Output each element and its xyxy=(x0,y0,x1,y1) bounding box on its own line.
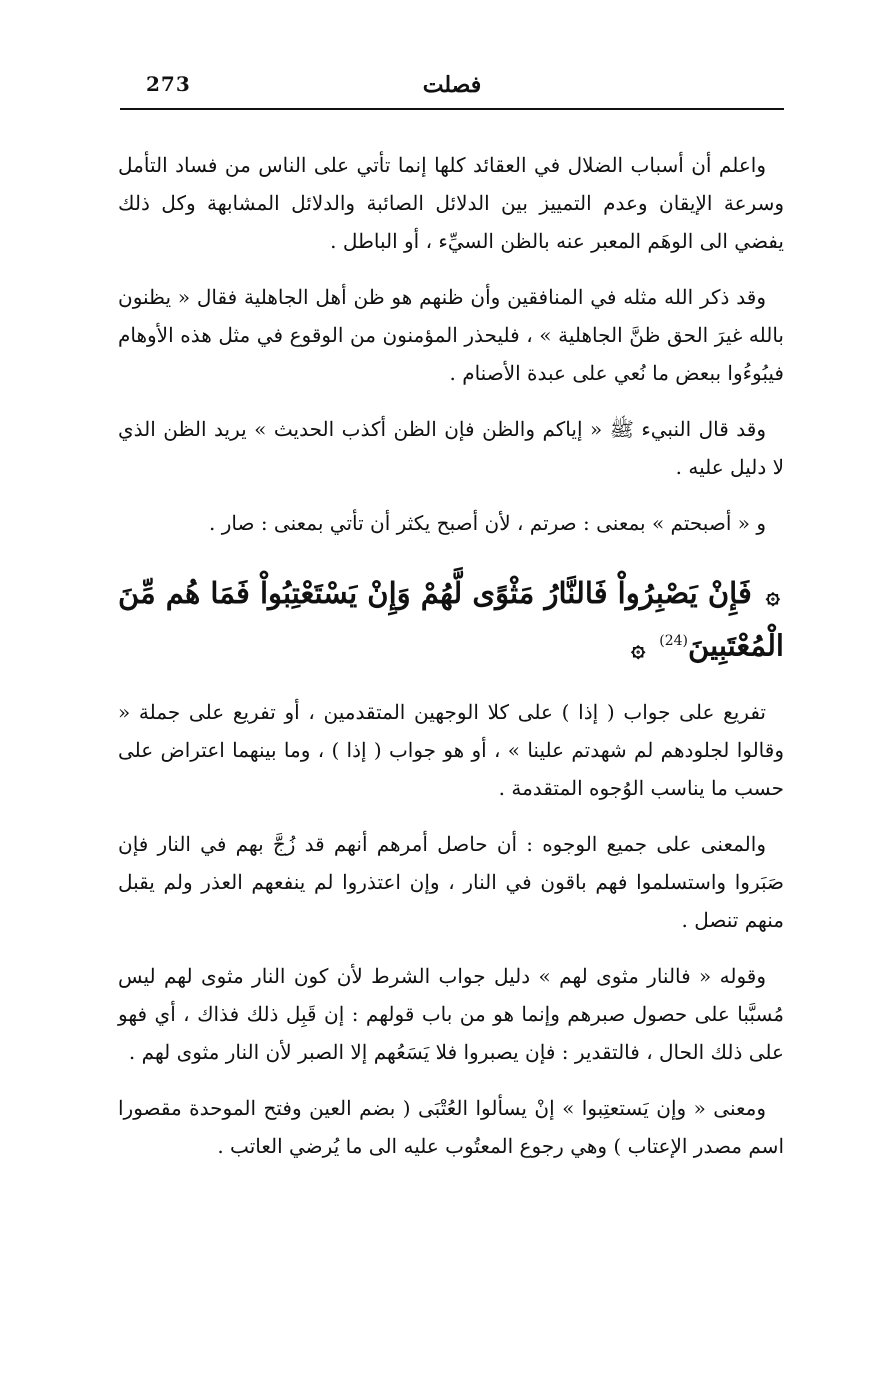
header-rule xyxy=(120,108,784,110)
verse-open-ornament-icon: ۞ xyxy=(765,580,780,609)
paragraph-text: وقوله « فالنار مثوى لهم » دليل جواب الشرط لأن كون النار مثوى لهم ليس مُسبَّبا على حصول صبرهم وإنما هو من باب قولهم : إن قَبِل ذلك فذاك ، أي فهو على ذلك الحال ، فالتقدير : فإن يصبروا فلا يَسَعُهم إلا الصبر لأن النار مثوى لهم . xyxy=(118,963,784,1064)
paragraph xyxy=(118,504,784,542)
paragraph-text: وقد ذكر الله مثله في المنافقين وأن ظنهم هو ظن أهل الجاهلية فقال « يظنون بالله غيرَ الحق ظنَّ الجاهلية » ، فليحذر المؤمنون من الوقوع في مثل هذه الأوهام فيبُوءُوا ببعض ما نُعي على عبدة الأصنام . xyxy=(118,285,784,385)
paragraph xyxy=(118,825,784,939)
paragraph xyxy=(118,957,784,1071)
verse-close-ornament-icon: ۞ xyxy=(631,632,646,662)
paragraph xyxy=(118,693,784,807)
paragraph-text: والمعنى على جميع الوجوه : أن حاصل أمرهم أنهم قد زُجَّ بهم في النار فإن صَبَروا واستسلموا فهم باقون في النار ، وإن اعتذروا لم ينفعهم العذر ولم يقبل منهم تنصل . xyxy=(118,831,784,932)
verse-text: فَإِنْ يَصْبِرُواْ فَالنَّارُ مَثْوًى لَّهُمْ وَإِنْ يَسْتَعْتِبُواْ فَمَا هُم مِّنَ الْمُعْتَبِينَ xyxy=(118,576,784,663)
paragraph-text: وقد قال النبيء ﷺ « إياكم والظن فإن الظن أكذب الحديث » يريد الظن الذي لا دليل عليه . xyxy=(118,417,784,479)
paragraph-text: و « أصبحتم » بمعنى : صرتم ، لأن أصبح يكثر أن تأتي بمعنى : صار . xyxy=(209,511,766,535)
verse-number: (24) xyxy=(659,633,689,649)
page-header xyxy=(120,66,784,106)
running-title: فصلت xyxy=(422,72,482,98)
body-text xyxy=(118,146,784,1183)
paragraph-text: تفريع على جواب ( إذا ) على كلا الوجهين المتقدمين ، أو تفريع على جملة « وقالوا لجلودهم لم شهدتم علينا » ، أو هو جواب ( إذا ) ، وما بينهما اعتراض على حسب ما يناسب الوُجوه المتقدمة . xyxy=(118,699,784,800)
paragraph-text: ومعنى « وإن يَستعتِبوا » إنْ يسألوا العُتْبَى ( بضم العين وفتح الموحدة مقصورا اسم مصدر الإعتاب ) وهي رجوع المعتُوب عليه الى ما يُرضي العاتب . xyxy=(118,1095,784,1158)
paragraph-text: واعلم أن أسباب الضلال في العقائد كلها إنما تأتي على الناس من فساد التأمل وسرعة الإيقان وعدم التمييز بين الدلائل الصائبة والدلائل المشابهة وكل ذلك يفضي الى الوهَم المعبر عنه بالظن السيِّء ، أو الباطل . xyxy=(118,153,784,253)
paragraph xyxy=(118,146,784,260)
paragraph xyxy=(118,410,784,486)
paragraph xyxy=(118,1089,784,1165)
page-number: 273 xyxy=(146,72,191,96)
paragraph xyxy=(118,278,784,392)
quran-verse xyxy=(118,570,784,671)
